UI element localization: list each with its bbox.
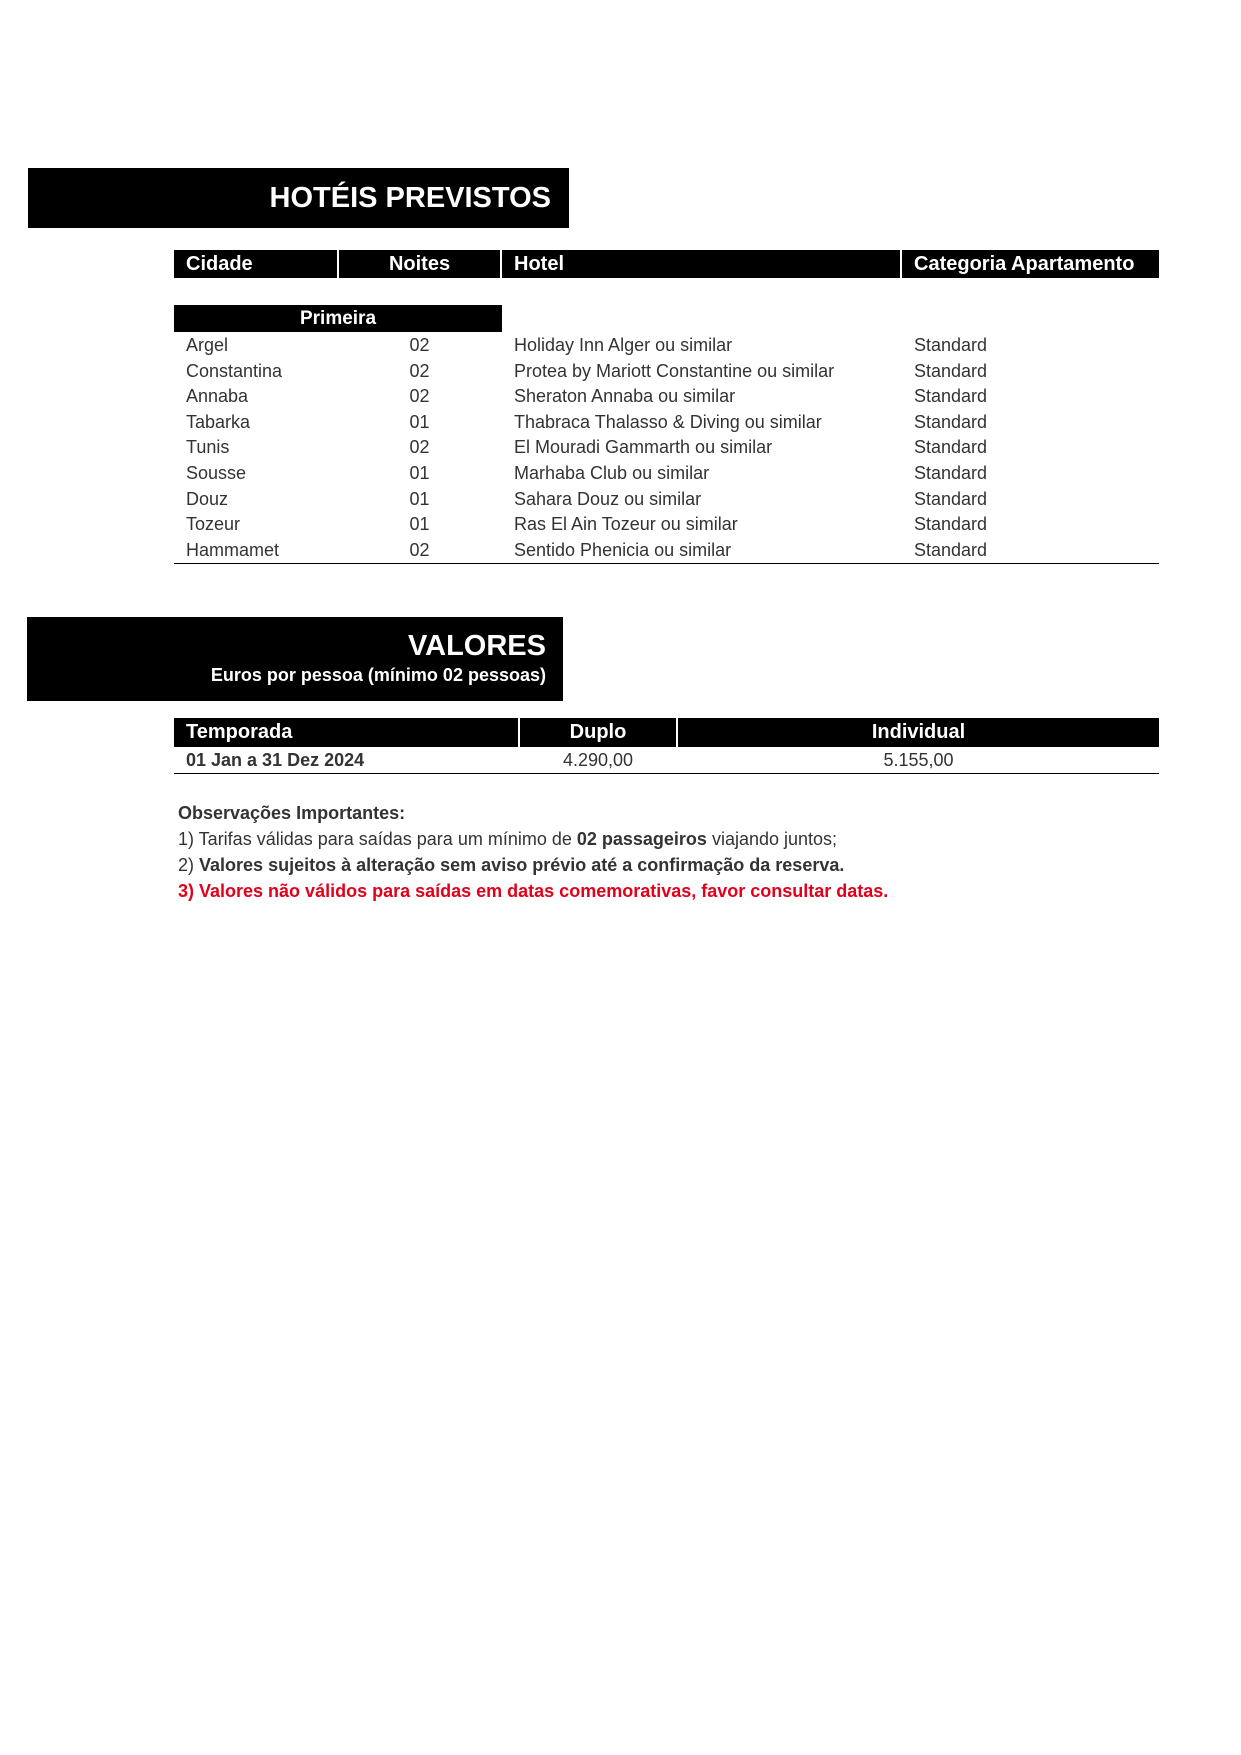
prices-section-banner <box>27 617 563 701</box>
cell-hotel: El Mouradi Gammarth ou similar <box>514 437 773 458</box>
prices-section-subtitle: Euros por pessoa (mínimo 02 pessoas) <box>210 665 546 685</box>
cell-city: Tabarka <box>186 411 251 432</box>
column-header-city: Cidade <box>174 250 337 278</box>
cell-hotel: Thabraca Thalasso & Diving ou similar <box>514 411 822 432</box>
cell-nights: 01 <box>409 488 430 509</box>
table-row <box>174 461 1159 487</box>
cell-category: Standard <box>914 360 988 381</box>
table-row <box>174 748 1159 774</box>
cell-hotel: Protea by Mariott Constantine ou similar <box>514 360 835 381</box>
note-1 <box>178 826 888 852</box>
table-row <box>174 359 1159 385</box>
cell-category: Standard <box>914 411 988 432</box>
prices-section-title: VALORES <box>407 630 546 662</box>
note-1-end: viajando juntos; <box>706 829 838 849</box>
column-header-nights: Noites <box>339 250 500 278</box>
column-header-hotel: Hotel <box>502 250 900 278</box>
hotels-table-body <box>174 333 1159 564</box>
cell-category: Standard <box>914 462 988 483</box>
table-row <box>174 538 1159 564</box>
column-header-season: Temporada <box>174 718 518 747</box>
prices-table-header <box>174 718 1159 747</box>
cell-category: Standard <box>914 488 988 509</box>
cell-hotel: Sentido Phenicia ou similar <box>514 539 732 560</box>
note-1-bold: 02 passageiros <box>576 829 707 849</box>
cell-nights: 02 <box>409 539 430 560</box>
table-row <box>174 410 1159 436</box>
cell-nights: 01 <box>409 462 430 483</box>
cell-nights: 02 <box>409 386 430 407</box>
note-3: 3) Valores não válidos para saídas em datas comemorativas, favor consultar datas. <box>178 881 889 901</box>
note-2-bold: Valores sujeitos à alteração sem aviso prévio até a confirmação da reserva. <box>199 855 845 875</box>
table-row <box>174 384 1159 410</box>
cell-nights: 02 <box>409 360 430 381</box>
note-1-text: 1) Tarifas válidas para saídas para um mínimo de <box>178 829 577 849</box>
cell-hotel: Ras El Ain Tozeur ou similar <box>514 514 738 535</box>
table-row <box>174 487 1159 513</box>
important-notes <box>178 800 888 904</box>
cell-nights: 02 <box>409 335 430 355</box>
cell-city: Tunis <box>186 437 230 458</box>
notes-title: Observações Importantes: <box>178 803 406 823</box>
cell-city: Tozeur <box>186 514 241 535</box>
note-2-number: 2) <box>178 855 200 875</box>
cell-hotel: Sahara Douz ou similar <box>514 488 702 509</box>
cell-city: Sousse <box>186 462 247 483</box>
column-header-single: Individual <box>678 718 1159 747</box>
cell-hotel: Sheraton Annaba ou similar <box>514 386 736 407</box>
table-row <box>174 435 1159 461</box>
cell-category: Standard <box>914 514 988 535</box>
note-2 <box>178 852 888 878</box>
cell-category: Standard <box>914 335 988 355</box>
cell-category: Standard <box>914 539 988 560</box>
cell-nights: 01 <box>409 411 430 432</box>
hotels-table-header <box>174 250 1159 278</box>
cell-city: Hammamet <box>186 539 280 560</box>
cell-nights: 01 <box>409 514 430 535</box>
hotels-section-title: HOTÉIS PREVISTOS <box>28 168 569 228</box>
table-row <box>174 333 1159 359</box>
column-header-double: Duplo <box>520 718 676 747</box>
cell-hotel: Holiday Inn Alger ou similar <box>514 335 733 355</box>
hotel-category-label: Primeira <box>174 305 502 332</box>
cell-season: 01 Jan a 31 Dez 2024 <box>186 750 365 770</box>
cell-nights: 02 <box>409 437 430 458</box>
cell-city: Annaba <box>186 386 249 407</box>
cell-category: Standard <box>914 386 988 407</box>
column-header-category: Categoria Apartamento <box>902 250 1159 278</box>
cell-city: Constantina <box>186 360 283 381</box>
cell-hotel: Marhaba Club ou similar <box>514 462 710 483</box>
cell-category: Standard <box>914 437 988 458</box>
cell-double-price: 4.290,00 <box>562 750 634 770</box>
table-row <box>174 512 1159 538</box>
cell-city: Argel <box>186 335 229 355</box>
cell-single-price: 5.155,00 <box>883 750 954 770</box>
cell-city: Douz <box>186 488 229 509</box>
